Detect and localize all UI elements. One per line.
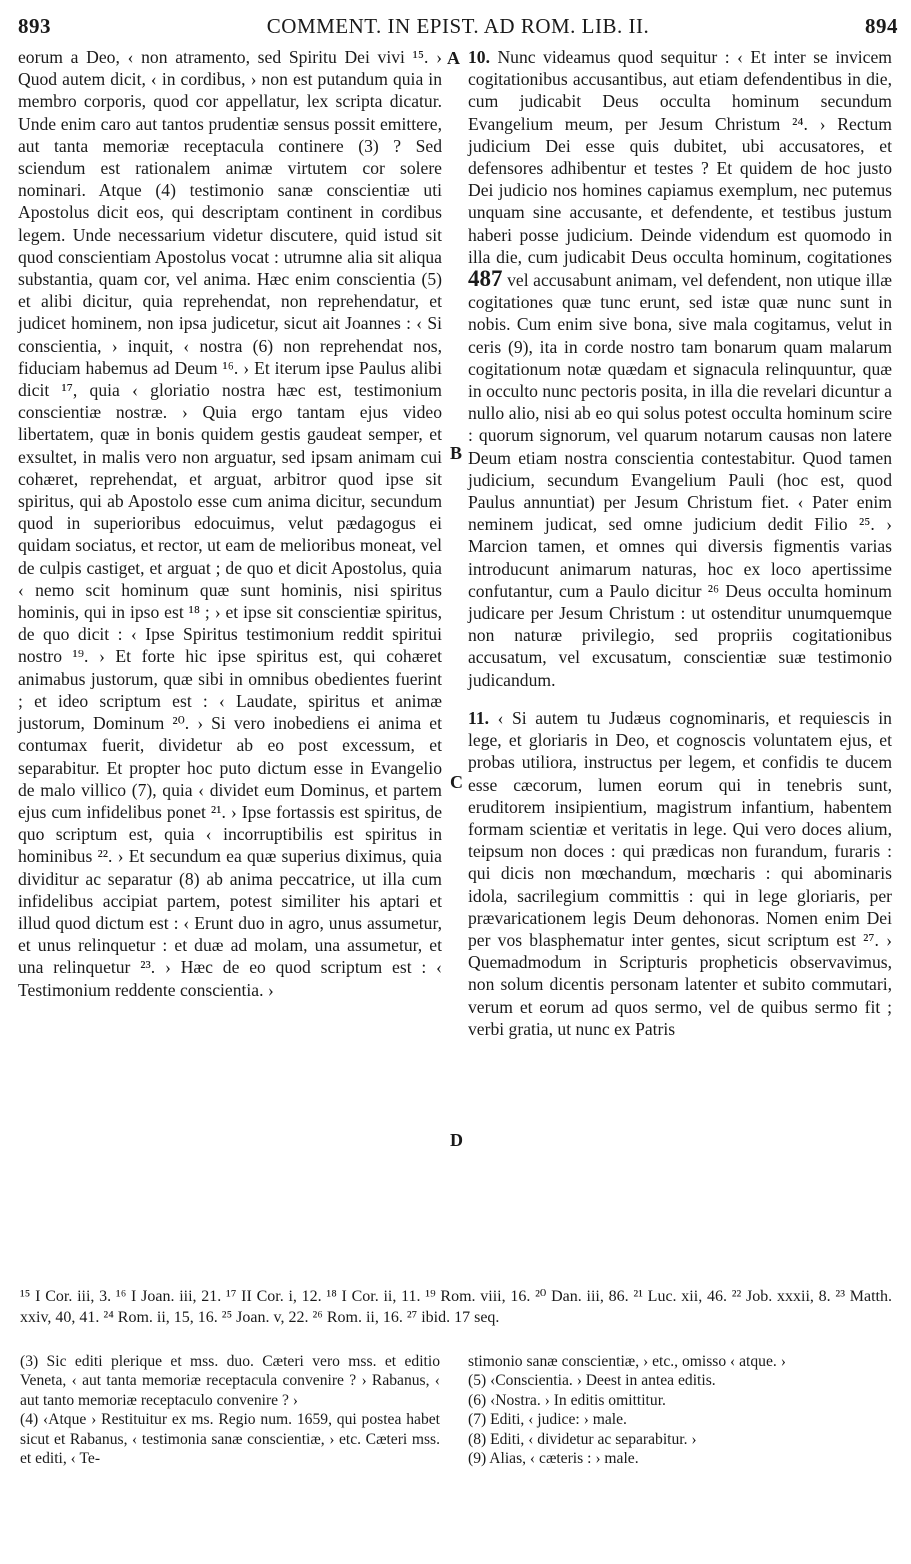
note-8: (8) Editi, ‹ dividetur ac separabitur. › xyxy=(468,1430,697,1448)
page-number-left: 893 xyxy=(18,14,51,38)
note-3: (3) Sic editi plerique et mss. duo. Cæteri vero mss. et editio Veneta, ‹ aut tanta memoriæ receptacula convenire ? › Rabanus, ‹ aut tanto memoriæ receptaculo convenire ? › xyxy=(20,1353,440,1409)
left-column-text: eorum a Deo, ‹ non atramento, sed Spiritu Dei vivi ¹⁵. › Quod autem dicit, ‹ in cordibus, › non est putandum quia in membro corporis, quod cor appellatur, lex scripta dicatur. Unde enim caro aut tantos prudentiæ sensus possit emittere, aut tanta memoriæ receptacula continere (3) ? Sed sciendum est rationalem animæ virtutem cor solere nominari. Atque (4) testimonio sanæ conscientiæ uti Apostolus dicit eos, qui descriptam continent in cordibus legem. Unde necessarium videtur discutere, quid istud sit quod conscientiam Apostolus vocat : utrumne alia sit aliqua substantia, quam cor, vel anima. Hæc enim conscientia (5) et alibi dicitur, quia reprehendat, non reprehendatur, et judicet hominem, non ipsa judicetur, sicut ait Joannes : ‹ Si conscientia, › inquit, ‹ nostra (6) non reprehendat nos, fiduciam habemus ad Deum ¹⁶. › Et iterum ipse Paulus alibi dicit ¹⁷, quia ‹ gloriatio nostra hæc est, testimonium conscientiæ nostræ. › Quia ergo tantam ejus video libertatem, quæ in bonis quidem gestis gaudeat semper, et exsultet, in malis vero non arguatur, sed ipsam animam cui cohæret, reprehendat, et arguat, arbitror quod ipse sit spiritus, qui ab Apostolo esse cum anima dicitur, secundum quod in superioribus edocuimus, velut pædagogus ei quidam sociatus, et rector, ut eam de melioribus moneat, vel de culpis castiget, et arguat ; de quo et dicit Apostolus, quia ‹ nemo scit hominum quæ sunt hominis, nisi spiritus hominis, qui in ipso est ¹⁸ ; › et ipse sit conscientiæ spiritus, de quo dicit : ‹ Ipse Spiritus testimonium reddit spiritui nostro ¹⁹. › Et forte hic ipse spiritus est, qui cohæret animabus justorum, quæ sibi in omnibus obedientes fuerint ; et ideo scriptum est : ‹ Laudate, spiritus et animæ justorum, Dominum ²⁰. › Si vero inobediens ei anima et contumax fuerit, dividetur ab eo post excessum, et separabitur. Et propter hoc puto dictum esse in Evangelio de malo villico (7), quia ‹ dividet eum Dominus, et partem ejus cum infidelibus ponet ²¹. › Ipse fortassis est spiritus, de quo scriptum est, quia ‹ incorruptibilis est spiritus in hominibus ²². › Et secundum ea quæ superius diximus, quia dividitur ac separatur (8) ab anima peccatrice, ut illa cum infidelibus accipiat partem, potest similiter his aptari et illud quod dictum est : ‹ Erunt duo in agro, unus assumetur, et unus relinquetur : et duæ ad molam, una assumetur, et una relinquetur ²³. › Hæc de eo quod scriptum est : ‹ Testimonium reddente conscientia. › xyxy=(18,47,442,1000)
note-6: (6) ‹Nostra. › In editis omittitur. xyxy=(468,1391,666,1409)
note-7: (7) Editi, ‹ judice: › male. xyxy=(468,1411,627,1429)
running-title: COMMENT. IN EPIST. AD ROM. LIB. II. xyxy=(266,14,650,38)
margin-marker-b: B xyxy=(450,443,463,463)
section-number-11: 11. xyxy=(468,707,490,728)
note-4-continued: stimonio sanæ conscientiæ, › etc., omisso ‹ atque. › xyxy=(468,1353,786,1370)
note-4: (4) ‹Atque › Restituitur ex ms. Regio num. 1659, qui postea habet sicut et Rabanus, ‹ testimonia sanæ conscientiæ, › etc. Cæteri mss. et editi, ‹ Te- xyxy=(20,1411,440,1468)
note-5: (5) ‹Conscientia. › Deest in antea editis. xyxy=(468,1372,716,1390)
right-column xyxy=(468,46,892,1040)
notes-left-column xyxy=(20,1352,440,1468)
note-9: (9) Alias, ‹ cæteris : › male. xyxy=(468,1450,639,1468)
notes-right-column xyxy=(468,1352,892,1468)
margin-marker-a: A xyxy=(447,48,460,68)
column-number: 487 xyxy=(468,266,503,292)
paragraph-11 xyxy=(468,707,892,1040)
scripture-footnotes: ¹⁵ I Cor. iii, 3. ¹⁶ I Joan. iii, 21. ¹⁷ II Cor. i, 12. ¹⁸ I Cor. ii, 11. ¹⁹ Rom. viii, 16. ²⁰ Dan. iii, 86. ²¹ Luc. xii, 46. ²² Job. xxxii, 8. ²³ Matth. xxiv, 40, 41. ²⁴ Rom. ii, 15, 16. ²⁵ Joan. v, 22. ²⁶ Rom. ii, 16. ²⁷ ibid. 17 seq. xyxy=(20,1288,892,1326)
margin-marker-c: C xyxy=(450,772,463,792)
paragraph-10-text-b: vel accusabunt animam, vel defendent, non utique illæ cogitationes quæ tunc erunt, sed istæ quæ nunc sunt in nobis. Cum enim sive bona, sive mala cogitamus, velut in ceris (9), ita in corde nostro tam bonarum quam malarum cogitationum notæ quædam et signacula relinquuntur, quæ in occulto nunc pectoris posita, in illa die revelari dicuntur a nullo alio, nisi ab eo qui solus potest occulta hominum scire : quorum signorum, vel quarum notarum causas non latere Deum etiam nostra conscientia contestabitur. Quod tamen judicium, secundum Evangelium Pauli (hoc est, quod Paulus annuntiat) per Jesum Christum fiet. ‹ Pater enim neminem judicat, sed omne judicium dedit Filio ²⁵. › Marcion tamen, et omnes qui diversis figmentis varias introducunt animarum naturas, hoc ex loco apertissime confutantur, cum a Paulo dicitur ²⁶ Deus occulta hominum judicare per Jesum Christum : ut ostenditur unumquemque non naturæ privilegio, sed propriis cogitationibus accusatum, vel excusatum, conscientiæ suæ testimonio judicandum. xyxy=(468,270,892,690)
page-number-right: 894 xyxy=(865,14,898,38)
paragraph-10 xyxy=(468,46,892,691)
paragraph-11-text: ‹ Si autem tu Judæus cognominaris, et requiescis in lege, et gloriaris in Deo, et cognoscis voluntatem ejus, et probas utiliora, instructus per legem, et confidis te ducem esse cæcorum, lumen eorum qui in tenebris sunt, eruditorem insipientium, magistrum infantium, habentem formam scientiæ et veritatis in lege. Qui vero doces alium, teipsum non doces : qui prædicas non furandum, furaris : qui dicis non mœchandum, mœcharis : qui abominaris idola, sacrilegium committis : qui in lege gloriaris, per prævaricationem legis Deum dehonoras. Nomen enim Dei per vos blasphematur inter gentes, sicut scriptum est ²⁷. › Quemadmodum in Scripturis propheticis observavimus, non solum dicentis personam latenter et subito commutari, verum et eorum ad quos sermo, vel de quibus sermo fit ; verbi gratia, ut nunc ex Patris xyxy=(468,707,892,1039)
page-header xyxy=(18,8,898,44)
margin-marker-d: D xyxy=(450,1130,463,1150)
paragraph-10-text-a: Nunc videamus quod sequitur : ‹ Et inter se invicem cogitationibus accusantibus, aut etiam defendentibus in die, cum judicabit Deus occulta hominum secundum Evangelium meum, per Jesum Christum ²⁴. › Rectum judicium Dei esse quis dubitet, ubi accusatores, et defensores adhibentur et testes ? Et quidem de hoc justo Dei judicio nos homines capiamus exemplum, nec putemus unquam sine accusante, et defendente, et testibus justum haberi posse judicium. Deinde videndum est quomodo in illa die, cum judicabit Deus occulta hominum, cogitationes xyxy=(468,47,892,267)
section-number-10: 10. xyxy=(468,47,490,67)
left-column xyxy=(18,46,442,1001)
